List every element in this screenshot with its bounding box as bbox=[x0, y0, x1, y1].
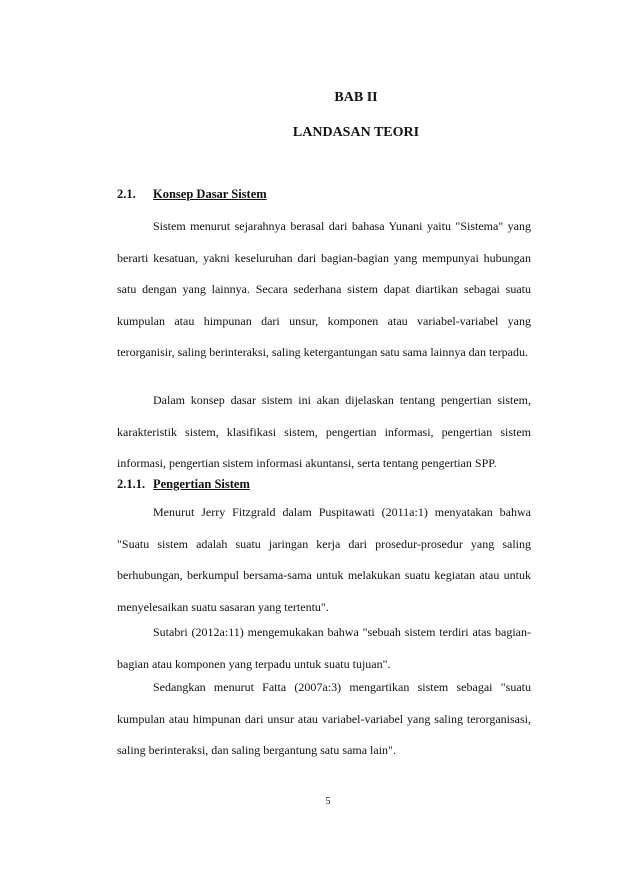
paragraph bbox=[117, 385, 531, 480]
page-number bbox=[0, 796, 620, 807]
subsection-title: Pengertian Sistem bbox=[153, 477, 250, 491]
section-heading bbox=[117, 187, 267, 202]
section-title: Konsep Dasar Sistem bbox=[153, 187, 267, 201]
paragraph bbox=[117, 617, 531, 680]
chapter-label: BAB II bbox=[334, 90, 378, 105]
paragraph bbox=[117, 497, 531, 623]
paragraph-text: Menurut Jerry Fitzgrald dalam Puspitawati (2011a:1) menyatakan bahwa "Suatu sistem adalah suatu jaringan kerja dari prosedur-prosedur yang saling berhubungan, berkumpul bersama-sama untuk melakukan suatu kegiatan atau untuk menyelesaikan suatu sasaran yang tertentu". bbox=[117, 505, 531, 614]
page-number-text: 5 bbox=[325, 796, 331, 807]
paragraph-text: Sistem menurut sejarahnya berasal dari bahasa Yunani yaitu "Sistema" yang berarti kesatuan, yakni keseluruhan dari bagian-bagian yang mempunyai hubungan satu dengan yang lainnya. Secara sederhana sistem dapat diartikan sebagai suatu kumpulan atau himpunan dari unsur, komponen atau variabel-variabel yang terorganisir, saling berinteraksi, saling ketergantungan satu sama lainnya dan terpadu. bbox=[117, 219, 531, 359]
subsection-heading bbox=[117, 477, 250, 492]
paragraph-text: Dalam konsep dasar sistem ini akan dijelaskan tentang pengertian sistem, karakteristik sistem, klasifikasi sistem, pengertian informasi, pengertian sistem informasi, pengertian sistem informasi akuntansi, serta tentang pengertian SPP. bbox=[117, 393, 531, 470]
section-number: 2.1. bbox=[117, 187, 136, 201]
paragraph-text: Sedangkan menurut Fatta (2007a:3) mengartikan sistem sebagai "suatu kumpulan atau himpunan dari unsur atau variabel-variabel yang saling terorganisasi, saling berinteraksi, dan saling bergantung satu sama lain". bbox=[117, 680, 531, 757]
paragraph bbox=[117, 672, 531, 767]
paragraph-text: Sutabri (2012a:11) mengemukakan bahwa "sebuah sistem terdiri atas bagian-bagian atau komponen yang terpadu untuk suatu tujuan". bbox=[117, 625, 531, 671]
chapter-title: LANDASAN TEORI bbox=[292, 125, 420, 140]
paragraph bbox=[117, 211, 531, 369]
subsection-number: 2.1.1. bbox=[117, 477, 146, 491]
